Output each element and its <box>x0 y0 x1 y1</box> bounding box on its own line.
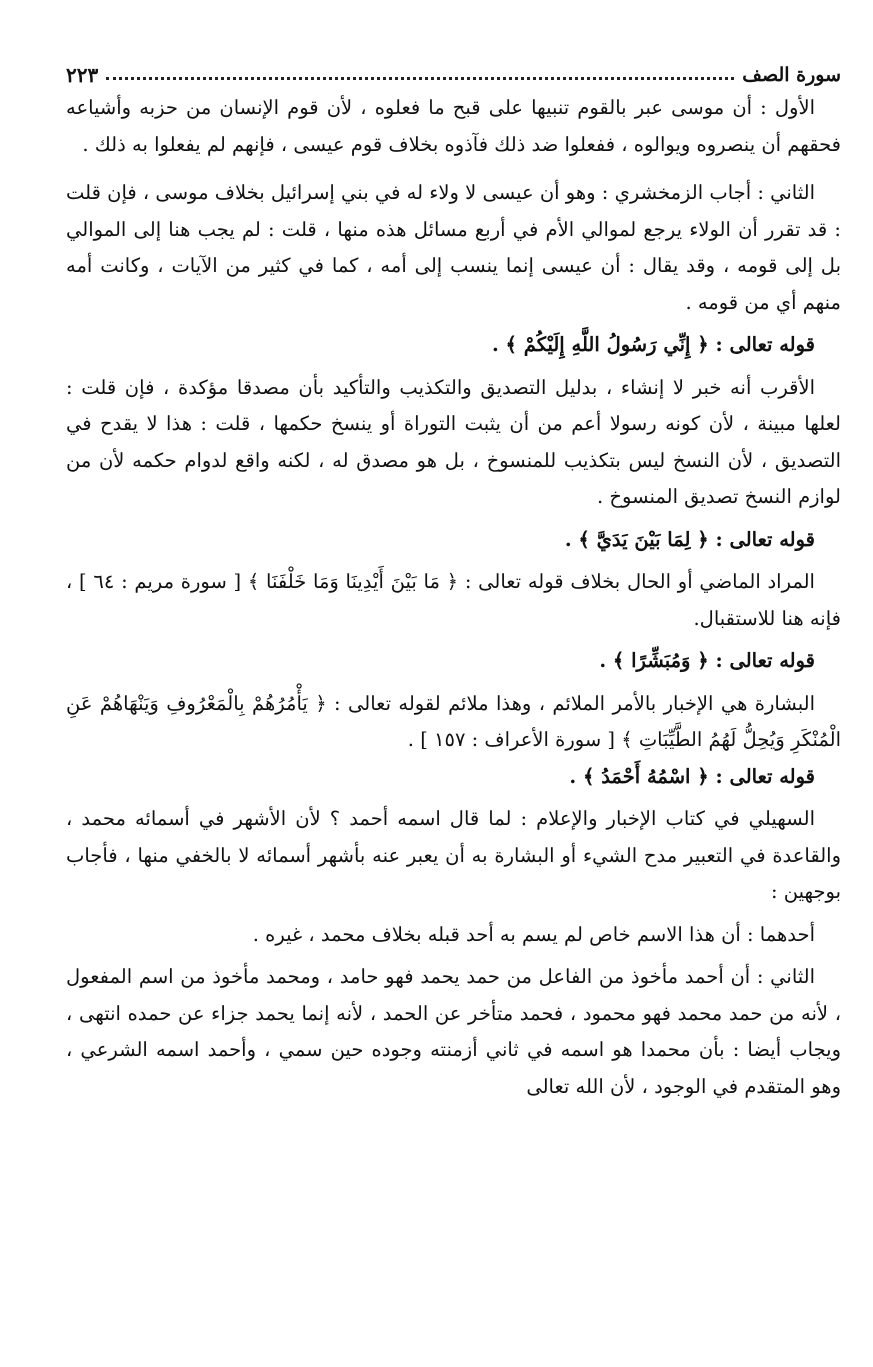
paragraph-second-reason: الثاني : أن أحمد مأخوذ من الفاعل من حمد يحمد فهو حامد ، ومحمد مأخوذ من اسم المفعول ، لأنه من حمد محمد فهو محمود ، فحمد متأخر عن الحمد ، لأنه إنما يحمد جزاء عن حمده انتهى ، ويجاب أيضا : بأن محمدا هو اسمه في ثاني أزمنته وجوده حين سمي ، وأحمد اسمه الشرعي ، وهو المتقدم في الوجود ، لأن الله تعالى <box>66 965 841 1098</box>
verse-heading-mubashshiran: قوله تعالى : ﴿ وَمُبَشِّرًا ﴾ . <box>599 649 815 672</box>
verse-heading-ismuhu-ahmad: قوله تعالى : ﴿ اسْمُهُ أَحْمَدُ ﴾ . <box>569 764 815 788</box>
paragraph-second-answer: الثاني : أجاب الزمخشري : وهو أن عيسى لا ولاء له في بني إسرائيل بخلاف موسى ، فإن قلت : قد تقرر أن الولاء يرجع لموالي الأم في أربع مسائل هذه منها ، قلت : لم يجب هنا إلى الموالي بل إلى قومه ، وقد يقال : أن عيسى إنما ينسب إلى أمه ، كما في كثير من الآيات ، وكانت أمه منهم أي من قومه . <box>66 181 841 314</box>
paragraph-first-reason: أحدهما : أن هذا الاسم خاص لم يسم به أحد قبله بخلاف محمد ، غيره . <box>252 922 815 946</box>
running-header <box>66 60 841 90</box>
surah-title: سورة الصف <box>742 64 841 86</box>
paragraph-suhayli: السهيلي في كتاب الإخبار والإعلام : لما قال اسمه أحمد ؟ لأن الأشهر في أسمائه محمد ، والقاعدة في التعبير مدح الشيء أو البشارة به أن يعبر عنه بأشهر أسمائه لا بالخفي منها ، فأجاب بوجهين : <box>66 807 841 903</box>
verse-heading-bayna-yadayya: قوله تعالى : ﴿ لِمَا بَيْنَ يَدَيَّ ﴾ . <box>564 527 815 551</box>
page-number: ٢٢٣ <box>66 63 99 87</box>
dotted-leader <box>106 75 734 80</box>
paragraph-madi-hal: المراد الماضي أو الحال بخلاف قوله تعالى : ﴿ مَا بَيْنَ أَيْدِينَا وَمَا خَلْفَنَا ﴾ [ سورة مريم : ٦٤ ] ، فإنه هنا للاستقبال. <box>66 570 841 630</box>
paragraph-tasdiq: الأقرب أنه خبر لا إنشاء ، بدليل التصديق والتكذيب والتأكيد بأن مصدقا مؤكدة ، فإن قلت : لعلها مبينة ، لأن كونه رسولا أعم من أن يثبت التوراة أو ينسخ حكمها ، قلت : هذا لا يقدح في التصديق ، لأن النسخ ليس بتكذيب للمنسوخ ، بل هو مصدق له ، لكنه واقع لدوام حكمه لأن من لوازم النسخ تصديق المنسوخ . <box>66 375 841 508</box>
paragraph-first-answer: الأول : أن موسى عبر بالقوم تنبيها على قبح ما فعلوه ، لأن قوم الإنسان من حزبه وأشياعه فحقهم أن ينصروه ويوالوه ، ففعلوا ضد ذلك فآذوه بخلاف قوم عيسى ، فإنهم لم يفعلوا به ذلك . <box>66 96 841 156</box>
verse-heading-rasul: قوله تعالى : ﴿ إِنِّي رَسُولُ اللَّهِ إِلَيْكُمْ ﴾ . <box>491 333 815 356</box>
book-page <box>66 60 841 1105</box>
paragraph-bishara: البشارة هي الإخبار بالأمر الملائم ، وهذا ملائم لقوله تعالى : ﴿ يَأْمُرُهُمْ بِالْمَعْرُوفِ وَيَنْهَاهُمْ عَنِ الْمُنْكَرِ وَيُحِلُّ لَهُمُ الطَّيِّبَاتِ ﴾ [ سورة الأعراف : ١٥٧ ] . <box>66 691 841 751</box>
